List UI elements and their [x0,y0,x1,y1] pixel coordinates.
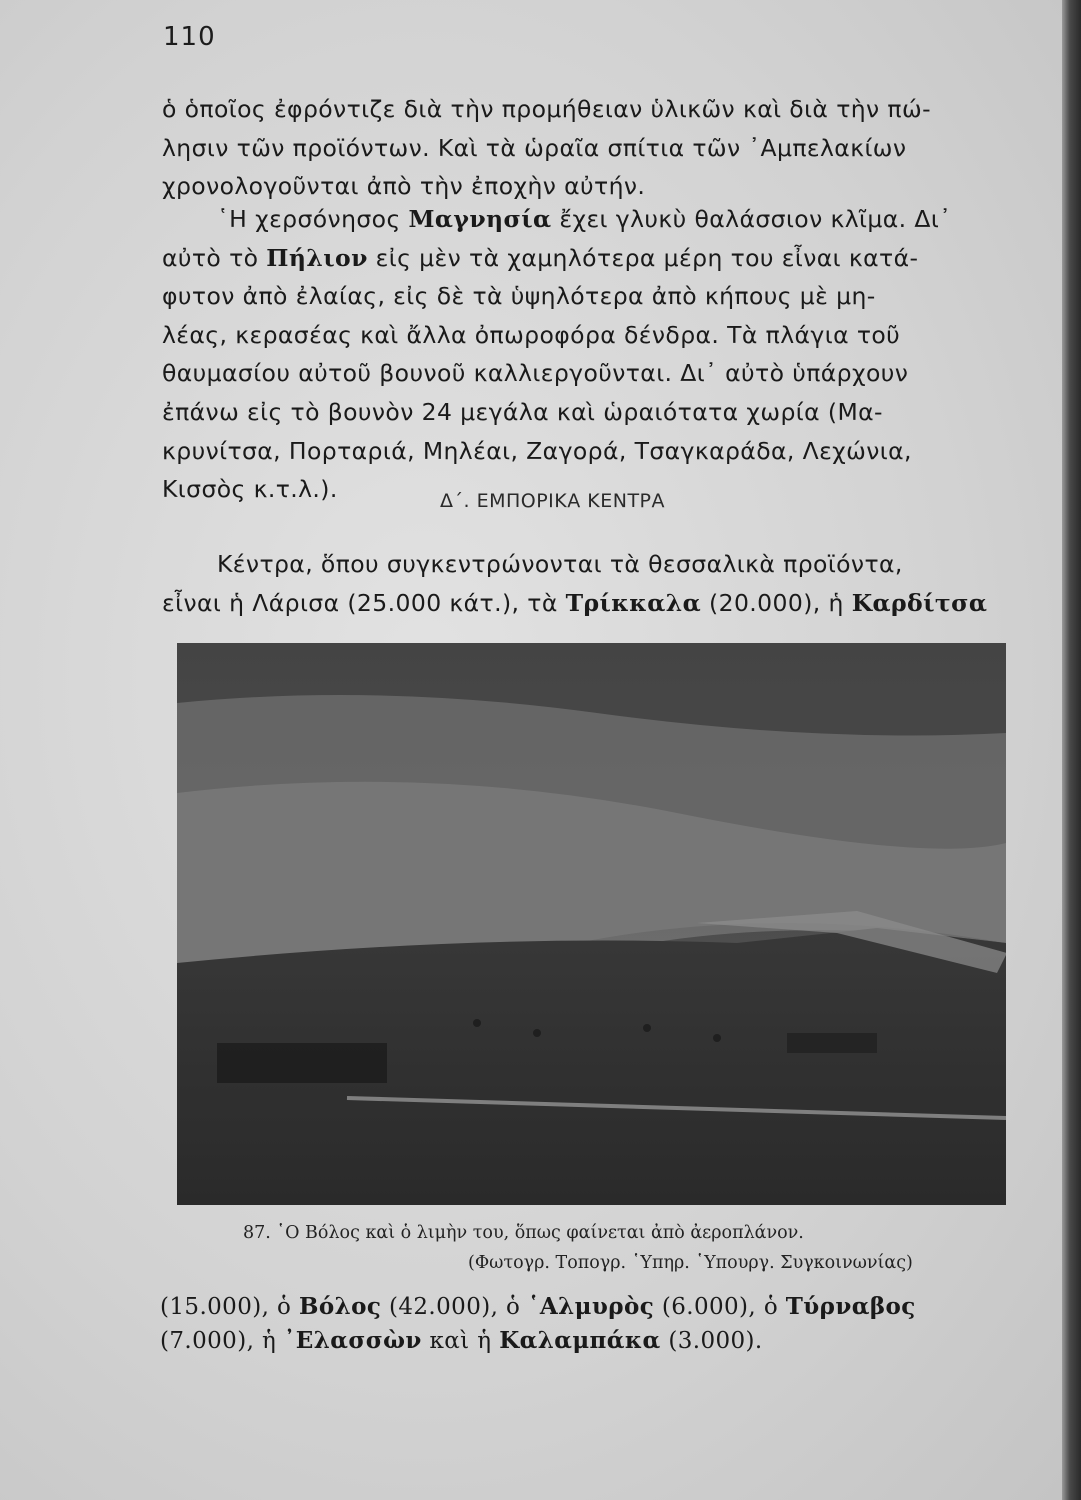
text-run: (3.000). [660,1328,763,1354]
paragraph-2-line: κρυνίτσα, Πορταριά, Μηλέαι, Ζαγορά, Τσαγκαράδα, Λεχώνια, [162,436,912,465]
paragraph-3 [162,545,1020,622]
section-heading: Δ΄. ΕΜΠΟΡΙΚΑ ΚΕΝΤΡΑ [440,490,666,512]
harbour-photo-image [177,643,1006,1205]
paragraph-4 [160,1290,1018,1358]
photo-tint [177,643,1006,1205]
text-run: (6.000), ὁ [654,1294,786,1320]
page-number: 110 [163,22,216,52]
text-run: (20.000), ἡ [701,588,852,617]
paragraph-2-line: Κισσὸς κ.τ.λ.). [162,475,338,504]
paragraph-3-line [162,584,1020,623]
text-run: καὶ ἡ [421,1328,500,1354]
text-run: (7.000), ἡ [160,1328,284,1354]
text-run: εἶναι ἡ Λάρισα (25.000 κάτ.), τὰ [162,588,566,617]
paragraph-2-line [162,200,1020,239]
caption-line-2: (Φωτογρ. Τοπογρ. ῾Υπηρ. ῾Υπουργ. Συγκοινωνίας) [468,1253,913,1273]
text-run: αὐτὸ τὸ [162,243,267,272]
text-run: (42.000), ὁ [381,1294,528,1320]
paragraph-4-line [160,1324,1018,1358]
text-run: (15.000), ὁ [160,1294,300,1320]
paragraph-2-line [162,239,1020,278]
paragraph-4-line [160,1290,1018,1324]
paragraph-2 [162,200,1020,509]
paragraph-2-line: θαυμασίου αὐτοῦ βουνοῦ καλλιεργοῦνται. Δι᾿ αὐτὸ ὑπάρχουν [162,359,909,388]
paragraph-1 [162,90,1020,206]
figure-caption [243,1218,913,1278]
place-name-elassona: ᾿Ελασσὼν [283,1327,422,1354]
text-run: ἔχει γλυκὺ θαλάσσιον κλῖμα. Δι᾿ [551,205,952,233]
book-spine-edge [1062,0,1081,1500]
place-name-karditsa: Καρδίτσα [851,588,988,617]
paragraph-1-line: λησιν τῶν προϊόντων. Καὶ τὰ ὡραῖα σπίτια τῶν ᾿Αμπελακίων [162,133,907,162]
harbour-photograph [177,643,1006,1205]
place-name-almyros: ῾Αλμυρὸς [528,1293,655,1320]
place-name-volos: Βόλος [299,1293,382,1320]
place-name-pelion: Πήλιον [266,243,368,272]
paragraph-2-line: φυτον ἀπὸ ἐλαίας, εἰς δὲ τὰ ὑψηλότερα ἀπὸ κήπους μὲ μη- [162,282,876,311]
place-name-kalambaka: Καλαμπάκα [499,1327,661,1354]
paragraph-1-line: χρονολογοῦνται ἀπὸ τὴν ἐποχὴν αὐτήν. [162,172,646,201]
paragraph-2-line: ἐπάνω εἰς τὸ βουνὸν 24 μεγάλα καὶ ὡραιότατα χωρία (Μα- [162,397,883,426]
text-run: εἰς μὲν τὰ χαμηλότερα μέρη του εἶναι κατά- [367,243,919,272]
paragraph-3-line: Κέντρα, ὅπου συγκεντρώνονται τὰ θεσσαλικὰ προϊόντα, [217,550,903,578]
place-name-trikala: Τρίκκαλα [565,588,702,617]
text-run: ῾Η χερσόνησος [217,205,409,233]
place-name-tyrnavos: Τύρναβος [785,1293,916,1320]
caption-line-1: 87. ῾Ο Βόλος καὶ ὁ λιμὴν του, ὅπως φαίνεται ἀπὸ ἀεροπλάνον. [243,1223,804,1243]
place-name-magnesia: Μαγνησία [408,205,552,233]
paragraph-1-line: ὁ ὁποῖος ἐφρόντιζε διὰ τὴν προμήθειαν ὑλικῶν καὶ διὰ τὴν πώ- [162,95,931,123]
paragraph-2-line: λέας, κερασέας καὶ ἄλλα ὀπωροφόρα δένδρα. Τὰ πλάγια τοῦ [162,320,901,349]
